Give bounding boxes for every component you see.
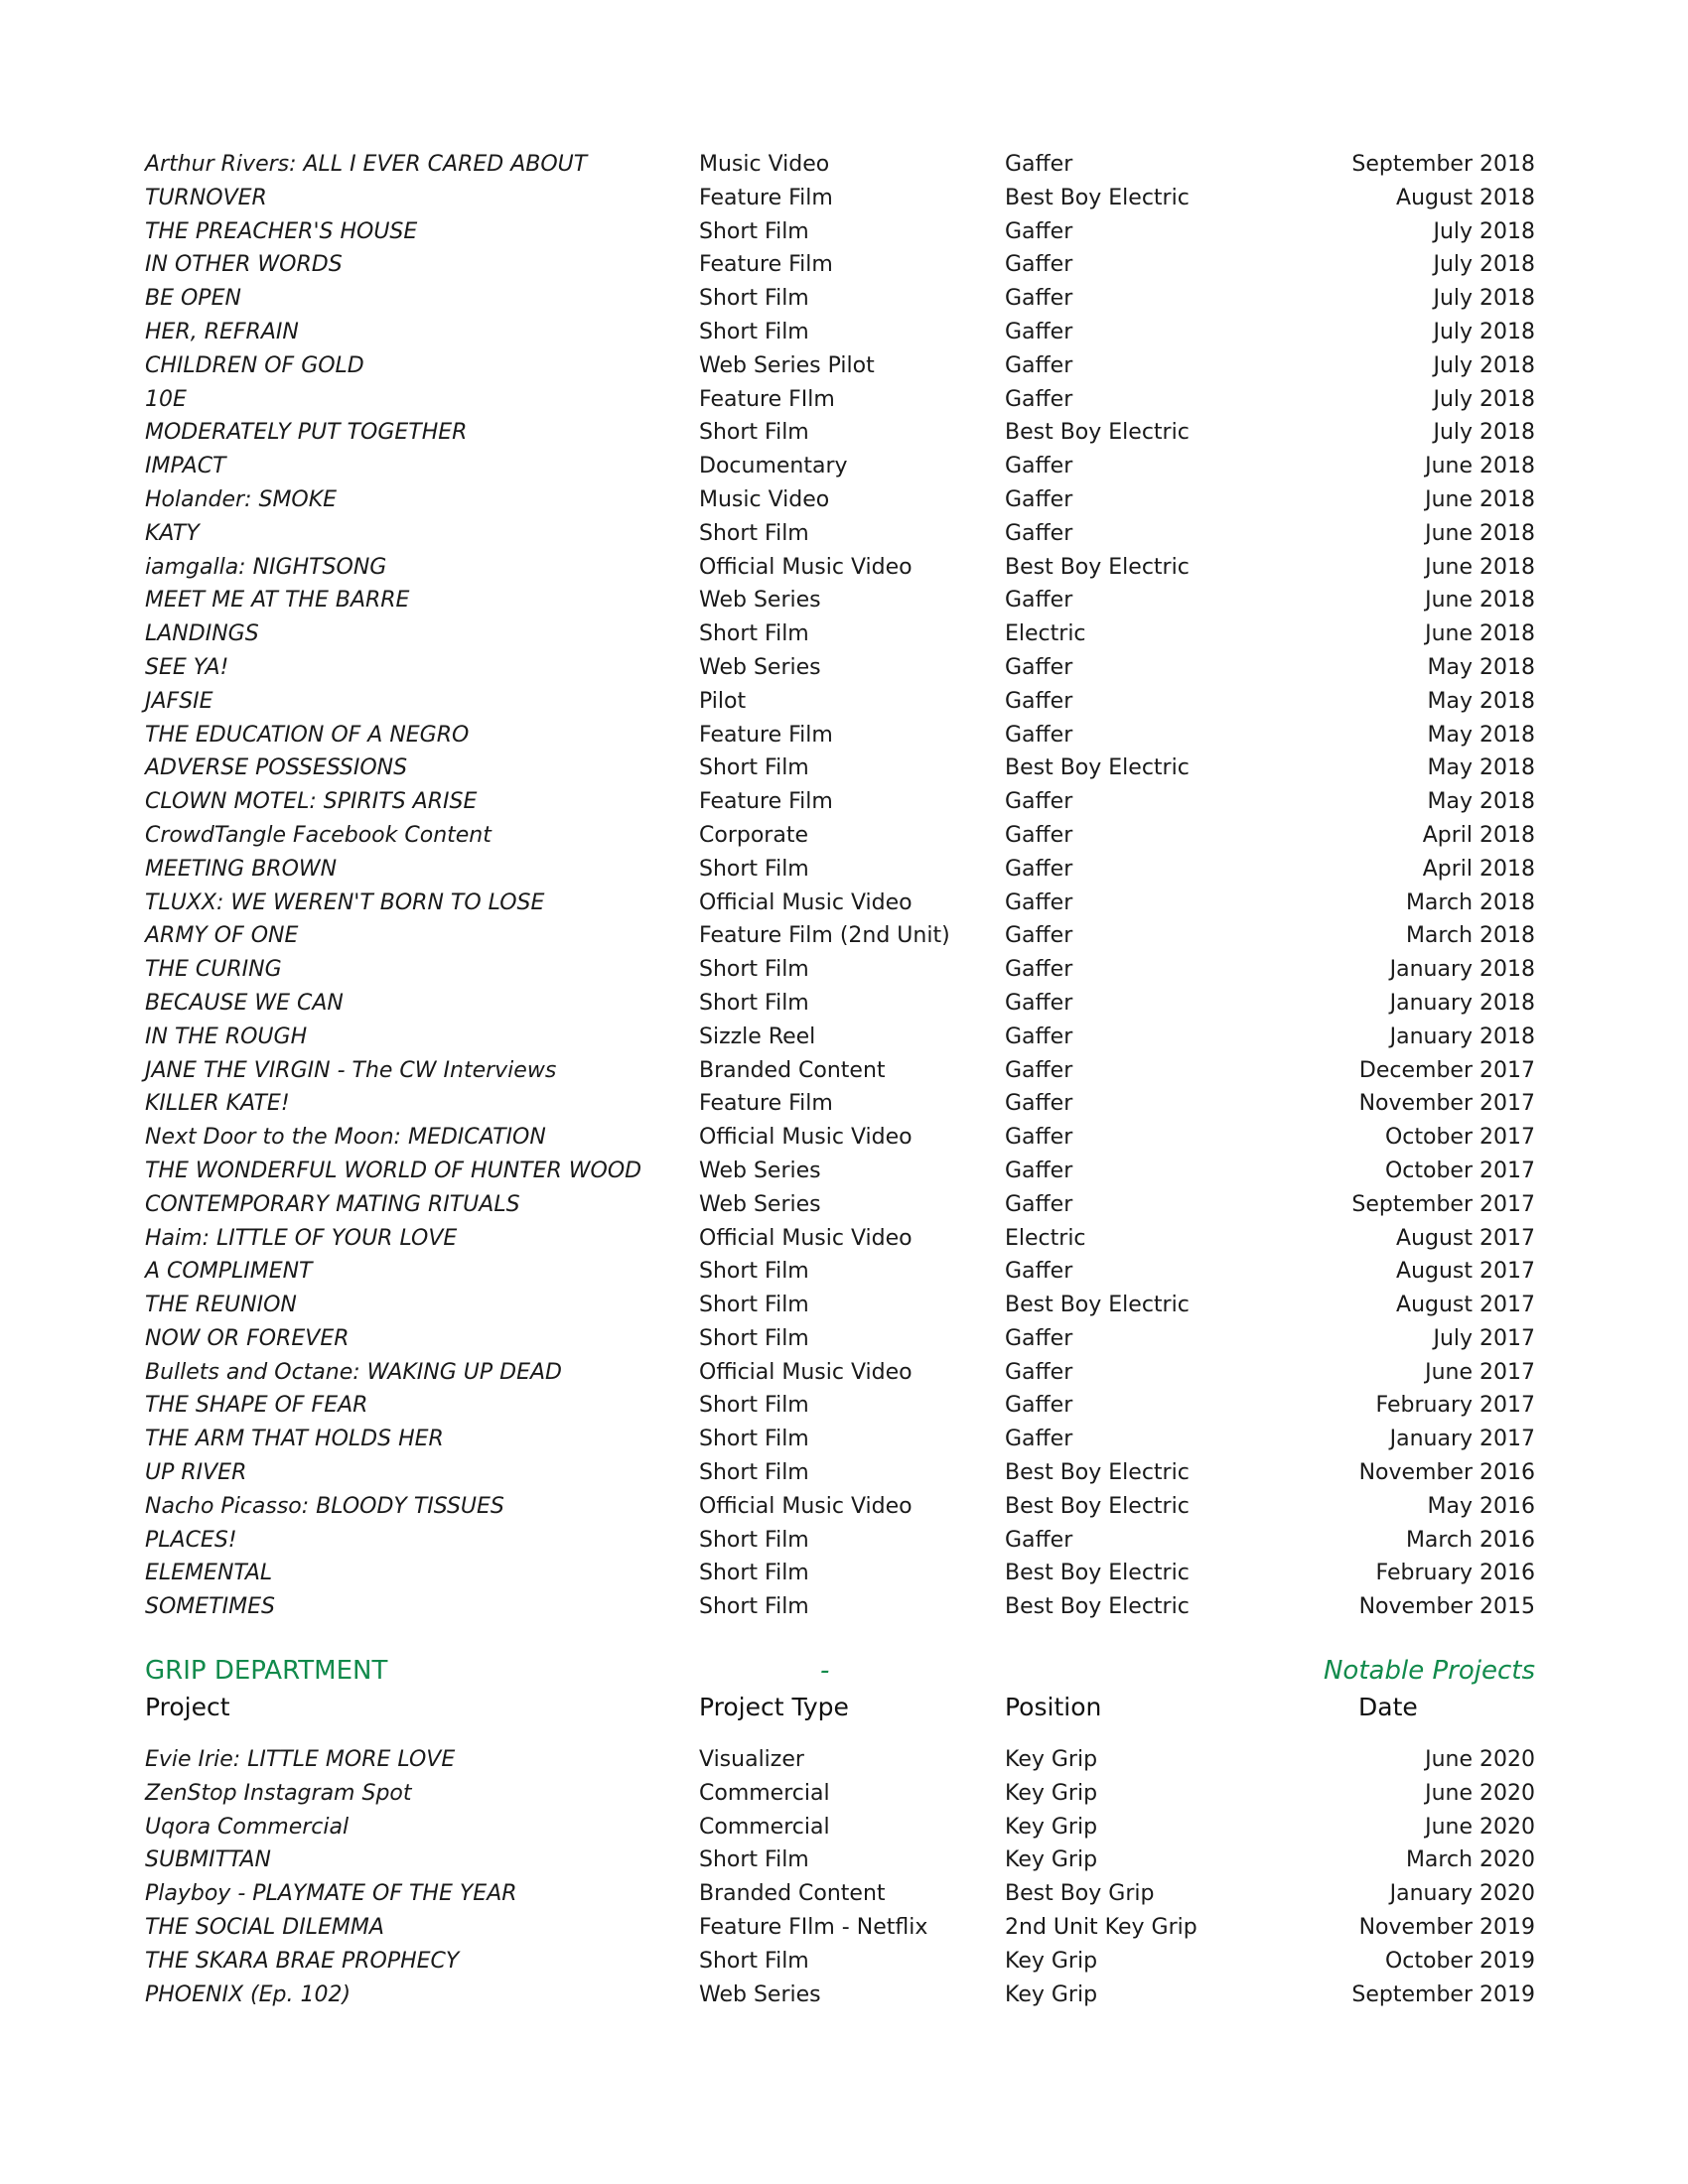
table-row xyxy=(145,853,1535,887)
date: August 2017 xyxy=(1396,1225,1535,1251)
table-row xyxy=(145,953,1535,987)
project-type: Feature FIlm xyxy=(699,386,835,412)
date: May 2018 xyxy=(1427,789,1535,815)
project-type: Short Film xyxy=(699,856,809,882)
table-row xyxy=(145,1911,1535,1945)
project-title: ELEMENTAL xyxy=(145,1561,273,1586)
project-type: Commercial xyxy=(699,1814,830,1840)
project-type: Short Film xyxy=(699,1561,809,1586)
date: September 2019 xyxy=(1351,1981,1535,2007)
position: Key Grip xyxy=(1005,1780,1098,1806)
project-type: Short Film xyxy=(699,621,809,647)
table-row xyxy=(145,1054,1535,1088)
project-type: Web Series xyxy=(699,1191,821,1217)
column-headers xyxy=(145,1693,1535,1728)
project-type: Official Music Video xyxy=(699,1125,913,1151)
project-title: BE OPEN xyxy=(145,286,241,312)
header-project-type: Project Type xyxy=(699,1693,849,1721)
project-title: CONTEMPORARY MATING RITUALS xyxy=(145,1191,520,1217)
date: July 2017 xyxy=(1433,1325,1535,1351)
position: Electric xyxy=(1005,1225,1086,1251)
table-row xyxy=(145,617,1535,651)
position: Key Grip xyxy=(1005,1948,1098,1974)
date: August 2017 xyxy=(1396,1259,1535,1285)
table-row xyxy=(145,1255,1535,1289)
position: Gaffer xyxy=(1005,1359,1073,1385)
project-title: A COMPLIMENT xyxy=(145,1259,313,1285)
position: Key Grip xyxy=(1005,1981,1098,2007)
date: February 2016 xyxy=(1375,1561,1535,1586)
project-title: Bullets and Octane: WAKING UP DEAD xyxy=(145,1359,562,1385)
project-type: Short Film xyxy=(699,286,809,312)
table-row xyxy=(145,1322,1535,1356)
position: Gaffer xyxy=(1005,1527,1073,1553)
position: Gaffer xyxy=(1005,1091,1073,1117)
position: Gaffer xyxy=(1005,319,1073,344)
date: June 2018 xyxy=(1425,454,1535,479)
date: April 2018 xyxy=(1422,856,1535,882)
position: Key Grip xyxy=(1005,1814,1098,1840)
table-row xyxy=(145,483,1535,517)
table-row xyxy=(145,685,1535,719)
position: Gaffer xyxy=(1005,889,1073,915)
date: June 2018 xyxy=(1425,554,1535,580)
project-type: Branded Content xyxy=(699,1881,886,1907)
project-type: Web Series xyxy=(699,588,821,614)
project-type: Feature Film xyxy=(699,789,833,815)
project-type: Web Series Pilot xyxy=(699,352,875,378)
table-row xyxy=(145,551,1535,585)
project-title: THE REUNION xyxy=(145,1293,297,1318)
project-type: Pilot xyxy=(699,688,747,714)
project-type: Short Film xyxy=(699,218,809,244)
date: June 2018 xyxy=(1425,621,1535,647)
date: March 2020 xyxy=(1405,1847,1535,1873)
position: Gaffer xyxy=(1005,1024,1073,1049)
project-title: IN THE ROUGH xyxy=(145,1024,308,1049)
project-type: Feature Film (2nd Unit) xyxy=(699,923,950,949)
table-row xyxy=(145,316,1535,349)
date: October 2017 xyxy=(1384,1158,1535,1183)
project-type: Web Series xyxy=(699,1158,821,1183)
header-position: Position xyxy=(1005,1693,1102,1721)
project-title: IN OTHER WORDS xyxy=(145,252,343,278)
project-type: Feature Film xyxy=(699,1091,833,1117)
table-row xyxy=(145,383,1535,417)
position: Gaffer xyxy=(1005,252,1073,278)
project-type: Official Music Video xyxy=(699,1225,913,1251)
header-date: Date xyxy=(1358,1693,1418,1721)
project-type: Short Film xyxy=(699,1460,809,1486)
position: Gaffer xyxy=(1005,789,1073,815)
date: February 2017 xyxy=(1375,1393,1535,1419)
table-row xyxy=(145,1811,1535,1844)
date: September 2017 xyxy=(1351,1191,1535,1217)
position: Gaffer xyxy=(1005,688,1073,714)
date: March 2018 xyxy=(1405,889,1535,915)
project-title: ZenStop Instagram Spot xyxy=(145,1780,412,1806)
project-title: Holander: SMOKE xyxy=(145,486,338,512)
project-type: Visualizer xyxy=(699,1747,804,1772)
table-row xyxy=(145,1979,1535,2012)
position: Gaffer xyxy=(1005,990,1073,1016)
date: July 2018 xyxy=(1433,252,1535,278)
table-row xyxy=(145,584,1535,617)
project-type: Official Music Video xyxy=(699,1493,913,1519)
table-row xyxy=(145,1456,1535,1490)
position: Gaffer xyxy=(1005,1191,1073,1217)
project-title: PHOENIX (Ep. 102) xyxy=(145,1981,352,2007)
position: Best Boy Electric xyxy=(1005,185,1190,210)
position: Gaffer xyxy=(1005,152,1073,177)
position: Best Boy Electric xyxy=(1005,1460,1190,1486)
table-row xyxy=(145,416,1535,450)
table-row xyxy=(145,719,1535,752)
project-type: Feature Film xyxy=(699,722,833,748)
position: Gaffer xyxy=(1005,386,1073,412)
position: Key Grip xyxy=(1005,1747,1098,1772)
project-type: Short Film xyxy=(699,1325,809,1351)
table-row xyxy=(145,1557,1535,1590)
project-type: Feature Film xyxy=(699,252,833,278)
table-row xyxy=(145,1843,1535,1877)
date: May 2016 xyxy=(1427,1493,1535,1519)
date: October 2017 xyxy=(1384,1125,1535,1151)
position: Gaffer xyxy=(1005,486,1073,512)
date: August 2017 xyxy=(1396,1293,1535,1318)
date: July 2018 xyxy=(1433,352,1535,378)
position: Gaffer xyxy=(1005,1158,1073,1183)
date: July 2018 xyxy=(1433,286,1535,312)
project-title: 10E xyxy=(145,386,187,412)
table-row xyxy=(145,1121,1535,1155)
position: Best Boy Electric xyxy=(1005,755,1190,781)
project-title: THE SHAPE OF FEAR xyxy=(145,1393,368,1419)
project-title: iamgalla: NIGHTSONG xyxy=(145,554,387,580)
position: Best Boy Electric xyxy=(1005,1493,1190,1519)
project-type: Short Film xyxy=(699,755,809,781)
project-title: LANDINGS xyxy=(145,621,259,647)
date: June 2017 xyxy=(1425,1359,1535,1385)
project-title: KATY xyxy=(145,520,200,546)
project-title: SEE YA! xyxy=(145,654,229,680)
table-row xyxy=(145,1289,1535,1322)
project-title: JAFSIE xyxy=(145,688,213,714)
project-type: Feature FIlm - Netflix xyxy=(699,1914,928,1940)
date: November 2017 xyxy=(1358,1091,1535,1117)
table-row xyxy=(145,1356,1535,1390)
project-title: MODERATELY PUT TOGETHER xyxy=(145,420,468,446)
date: March 2018 xyxy=(1405,923,1535,949)
project-title: Arthur Rivers: ALL I EVER CARED ABOUT xyxy=(145,152,588,177)
project-title: ADVERSE POSSESSIONS xyxy=(145,755,408,781)
table-row xyxy=(145,182,1535,215)
header-project: Project xyxy=(145,1693,230,1721)
table-row xyxy=(145,1423,1535,1456)
table-row xyxy=(145,1389,1535,1423)
table-row xyxy=(145,1222,1535,1256)
position: Electric xyxy=(1005,621,1086,647)
date: June 2018 xyxy=(1425,486,1535,512)
position: Gaffer xyxy=(1005,1057,1073,1083)
date: May 2018 xyxy=(1427,722,1535,748)
table-row xyxy=(145,887,1535,920)
project-type: Short Film xyxy=(699,1393,809,1419)
project-type: Documentary xyxy=(699,454,848,479)
table-row xyxy=(145,1188,1535,1222)
table-row xyxy=(145,1490,1535,1524)
table-row xyxy=(145,1590,1535,1624)
position: Gaffer xyxy=(1005,957,1073,983)
position: Gaffer xyxy=(1005,588,1073,614)
project-type: Branded Content xyxy=(699,1057,886,1083)
table-row xyxy=(145,919,1535,953)
project-type: Short Film xyxy=(699,1847,809,1873)
project-title: Haim: LITTLE OF YOUR LOVE xyxy=(145,1225,458,1251)
date: June 2018 xyxy=(1425,520,1535,546)
project-type: Short Film xyxy=(699,1948,809,1974)
position: Best Boy Electric xyxy=(1005,420,1190,446)
table-row xyxy=(145,1021,1535,1054)
date: January 2020 xyxy=(1389,1881,1535,1907)
date: August 2018 xyxy=(1396,185,1535,210)
section-title: GRIP DEPARTMENT xyxy=(145,1656,388,1686)
project-type: Short Film xyxy=(699,1527,809,1553)
date: July 2018 xyxy=(1433,319,1535,344)
position: Gaffer xyxy=(1005,286,1073,312)
position: Gaffer xyxy=(1005,1427,1073,1452)
table-row xyxy=(145,651,1535,685)
position: Gaffer xyxy=(1005,923,1073,949)
project-type: Short Film xyxy=(699,990,809,1016)
project-type: Short Film xyxy=(699,1259,809,1285)
grip-projects-table xyxy=(145,1743,1535,2011)
table-row xyxy=(145,148,1535,182)
position: Gaffer xyxy=(1005,1259,1073,1285)
project-title: TLUXX: WE WEREN'T BORN TO LOSE xyxy=(145,889,545,915)
position: Gaffer xyxy=(1005,520,1073,546)
project-type: Official Music Video xyxy=(699,1359,913,1385)
table-row xyxy=(145,1155,1535,1188)
project-title: Nacho Picasso: BLOODY TISSUES xyxy=(145,1493,504,1519)
date: June 2020 xyxy=(1425,1780,1535,1806)
date: April 2018 xyxy=(1422,822,1535,848)
date: July 2018 xyxy=(1433,218,1535,244)
project-type: Short Film xyxy=(699,520,809,546)
position: Gaffer xyxy=(1005,1125,1073,1151)
project-title: SUBMITTAN xyxy=(145,1847,271,1873)
position: Best Boy Electric xyxy=(1005,1561,1190,1586)
date: March 2016 xyxy=(1405,1527,1535,1553)
position: Gaffer xyxy=(1005,454,1073,479)
project-title: THE ARM THAT HOLDS HER xyxy=(145,1427,444,1452)
date: November 2015 xyxy=(1358,1594,1535,1620)
project-title: UP RIVER xyxy=(145,1460,247,1486)
project-title: Playboy - PLAYMATE OF THE YEAR xyxy=(145,1881,517,1907)
project-type: Short Film xyxy=(699,957,809,983)
position: Key Grip xyxy=(1005,1847,1098,1873)
project-title: CHILDREN OF GOLD xyxy=(145,352,364,378)
project-title: IMPACT xyxy=(145,454,226,479)
project-title: TURNOVER xyxy=(145,185,267,210)
date: January 2018 xyxy=(1389,1024,1535,1049)
project-title: NOW OR FOREVER xyxy=(145,1325,350,1351)
table-row xyxy=(145,819,1535,853)
project-type: Short Film xyxy=(699,1594,809,1620)
project-type: Corporate xyxy=(699,822,808,848)
project-type: Web Series xyxy=(699,654,821,680)
table-row xyxy=(145,785,1535,819)
position: Gaffer xyxy=(1005,352,1073,378)
section-separator: - xyxy=(820,1656,830,1686)
project-title: ARMY OF ONE xyxy=(145,923,299,949)
date: July 2018 xyxy=(1433,386,1535,412)
date: June 2018 xyxy=(1425,588,1535,614)
project-type: Official Music Video xyxy=(699,554,913,580)
project-title: Next Door to the Moon: MEDICATION xyxy=(145,1125,546,1151)
position: Gaffer xyxy=(1005,1325,1073,1351)
position: Best Boy Electric xyxy=(1005,554,1190,580)
section-subtitle: Notable Projects xyxy=(1323,1656,1535,1686)
date: July 2018 xyxy=(1433,420,1535,446)
project-title: MEET ME AT THE BARRE xyxy=(145,588,410,614)
table-row xyxy=(145,1743,1535,1777)
project-title: BECAUSE WE CAN xyxy=(145,990,344,1016)
position: Gaffer xyxy=(1005,856,1073,882)
position: Best Boy Electric xyxy=(1005,1293,1190,1318)
table-row xyxy=(145,349,1535,383)
table-row xyxy=(145,987,1535,1021)
table-row xyxy=(145,282,1535,316)
date: October 2019 xyxy=(1384,1948,1535,1974)
project-title: Uqora Commercial xyxy=(145,1814,350,1840)
table-row xyxy=(145,1087,1535,1121)
project-title: THE PREACHER'S HOUSE xyxy=(145,218,418,244)
project-title: THE WONDERFUL WORLD OF HUNTER WOOD xyxy=(145,1158,642,1183)
table-row xyxy=(145,1524,1535,1558)
project-title: THE SOCIAL DILEMMA xyxy=(145,1914,384,1940)
project-title: CLOWN MOTEL: SPIRITS ARISE xyxy=(145,789,478,815)
date: January 2017 xyxy=(1389,1427,1535,1452)
project-title: THE SKARA BRAE PROPHECY xyxy=(145,1948,460,1974)
project-title: CrowdTangle Facebook Content xyxy=(145,822,492,848)
project-type: Official Music Video xyxy=(699,889,913,915)
position: Gaffer xyxy=(1005,218,1073,244)
date: December 2017 xyxy=(1358,1057,1535,1083)
date: November 2019 xyxy=(1358,1914,1535,1940)
date: June 2020 xyxy=(1425,1814,1535,1840)
project-type: Short Film xyxy=(699,1293,809,1318)
project-title: THE EDUCATION OF A NEGRO xyxy=(145,722,470,748)
position: 2nd Unit Key Grip xyxy=(1005,1914,1197,1940)
position: Gaffer xyxy=(1005,822,1073,848)
project-type: Short Film xyxy=(699,319,809,344)
table-row xyxy=(145,215,1535,249)
position: Gaffer xyxy=(1005,722,1073,748)
date: January 2018 xyxy=(1389,957,1535,983)
position: Best Boy Grip xyxy=(1005,1881,1155,1907)
date: September 2018 xyxy=(1351,152,1535,177)
gaffer-projects-table xyxy=(145,148,1535,1624)
project-title: PLACES! xyxy=(145,1527,237,1553)
project-type: Short Film xyxy=(699,420,809,446)
table-row xyxy=(145,1877,1535,1911)
table-row xyxy=(145,450,1535,483)
project-type: Music Video xyxy=(699,486,830,512)
position: Best Boy Electric xyxy=(1005,1594,1190,1620)
project-type: Feature Film xyxy=(699,185,833,210)
project-title: THE CURING xyxy=(145,957,282,983)
date: June 2020 xyxy=(1425,1747,1535,1772)
table-row xyxy=(145,1945,1535,1979)
project-type: Commercial xyxy=(699,1780,830,1806)
date: May 2018 xyxy=(1427,654,1535,680)
project-title: MEETING BROWN xyxy=(145,856,338,882)
table-row xyxy=(145,248,1535,282)
table-row xyxy=(145,751,1535,785)
project-type: Music Video xyxy=(699,152,830,177)
project-title: Evie Irie: LITTLE MORE LOVE xyxy=(145,1747,456,1772)
project-type: Short Film xyxy=(699,1427,809,1452)
position: Gaffer xyxy=(1005,654,1073,680)
date: May 2018 xyxy=(1427,688,1535,714)
project-title: HER, REFRAIN xyxy=(145,319,299,344)
project-title: JANE THE VIRGIN - The CW Interviews xyxy=(145,1057,557,1083)
grip-department-header xyxy=(145,1656,1535,1694)
position: Gaffer xyxy=(1005,1393,1073,1419)
table-row xyxy=(145,1777,1535,1811)
date: May 2018 xyxy=(1427,755,1535,781)
project-title: SOMETIMES xyxy=(145,1594,275,1620)
project-title: KILLER KATE! xyxy=(145,1091,290,1117)
table-row xyxy=(145,517,1535,551)
date: January 2018 xyxy=(1389,990,1535,1016)
project-type: Web Series xyxy=(699,1981,821,2007)
project-type: Sizzle Reel xyxy=(699,1024,816,1049)
date: November 2016 xyxy=(1358,1460,1535,1486)
